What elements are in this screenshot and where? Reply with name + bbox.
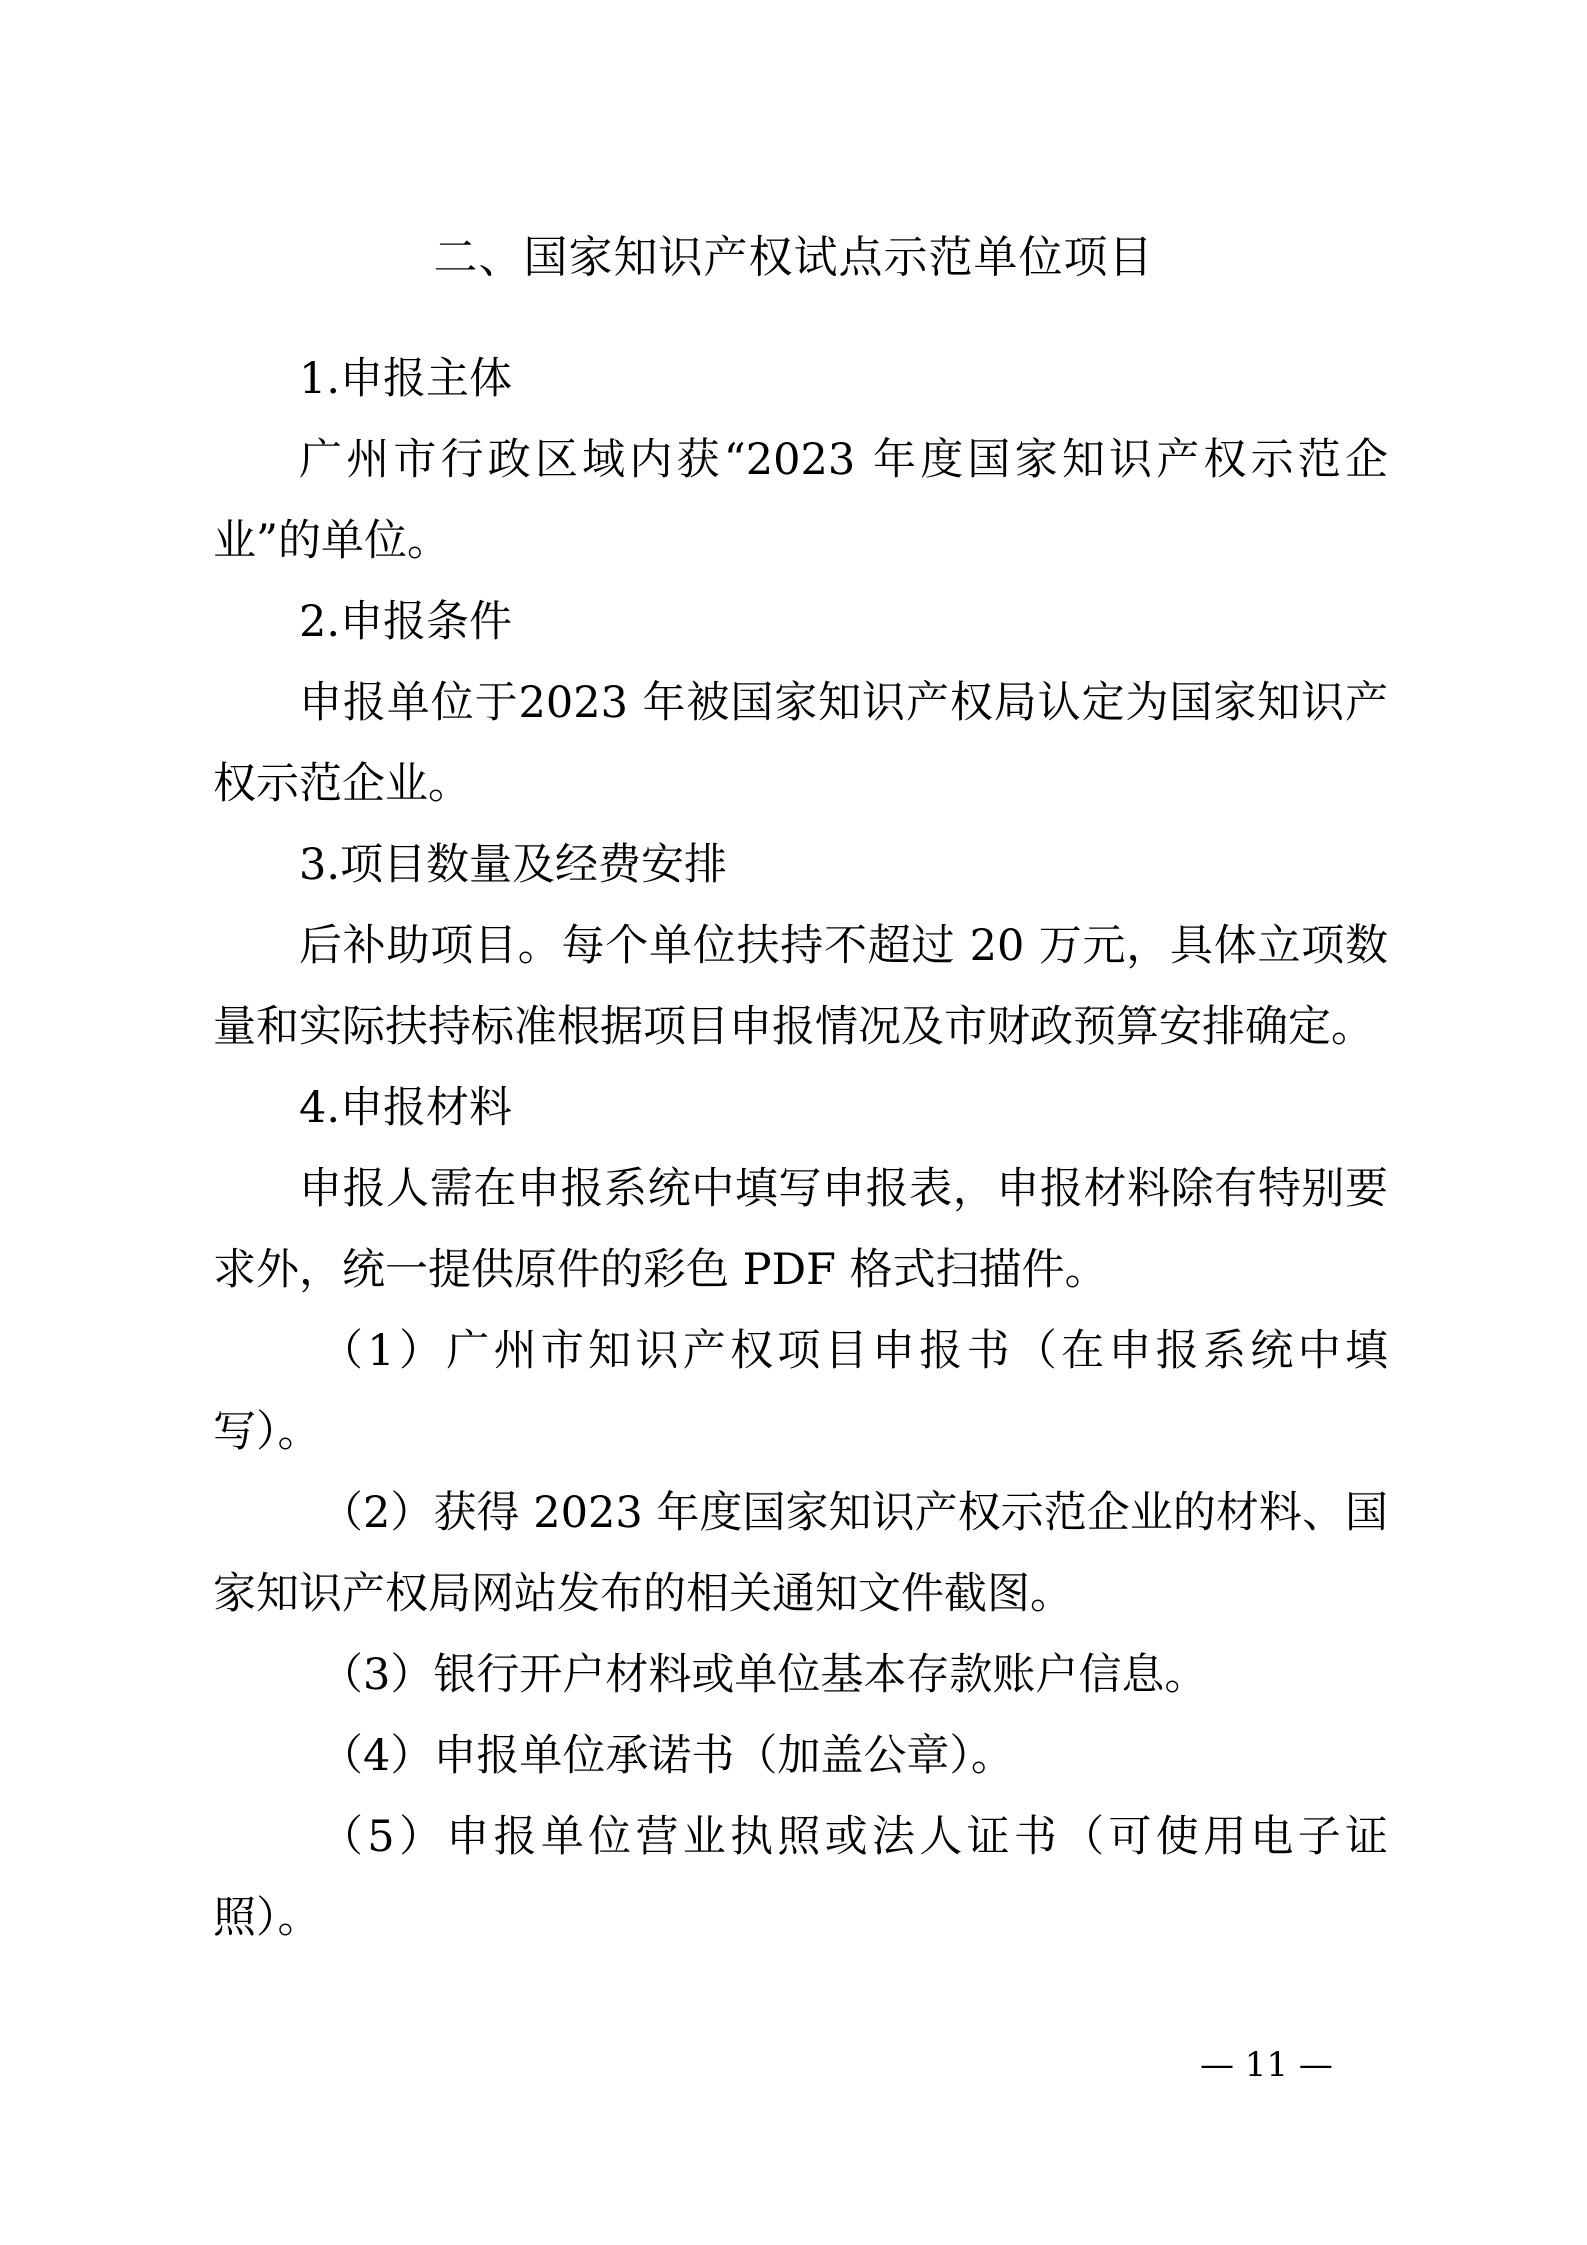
page-number: — 11 —	[1200, 2045, 1333, 2085]
section-3-paragraph: 后补助项目。每个单位扶持不超过 20 万元，具体立项数量和实际扶持标准根据项目申报情况及市财政预算安排确定。	[213, 921, 1388, 1052]
section-2-paragraph: 申报单位于2023 年被国家知识产权局认定为国家知识产权示范企业。	[213, 678, 1388, 809]
document-body	[213, 339, 1388, 1959]
material-item-2: （2）获得 2023 年度国家知识产权示范企业的材料、国家知识产权局网站发布的相关通知文件截图。	[213, 1488, 1388, 1619]
material-item-3: （3）银行开户材料或单位基本存款账户信息。	[320, 1650, 1208, 1700]
material-item-4: （4）申报单位承诺书（加盖公章）。	[320, 1731, 1014, 1781]
page-title: 二、国家知识产权试点示范单位项目	[433, 232, 1154, 283]
section-3-heading: 3.项目数量及经费安排	[299, 840, 728, 890]
section-1-heading: 1.申报主体	[299, 354, 513, 404]
section-1-paragraph: 广州市行政区域内获“2023 年度国家知识产权示范企业”的单位。	[213, 435, 1388, 566]
material-item-5: （5）申报单位营业执照或法人证书（可使用电子证照）。	[213, 1812, 1388, 1943]
section-2-heading: 2.申报条件	[299, 597, 513, 647]
section-4-paragraph: 申报人需在申报系统中填写申报表，申报材料除有特别要求外，统一提供原件的彩色 PDF 格式扫描件。	[213, 1164, 1388, 1295]
section-4-heading: 4.申报材料	[299, 1083, 513, 1133]
material-item-1: （1）广州市知识产权项目申报书（在申报系统中填写）。	[213, 1326, 1388, 1457]
